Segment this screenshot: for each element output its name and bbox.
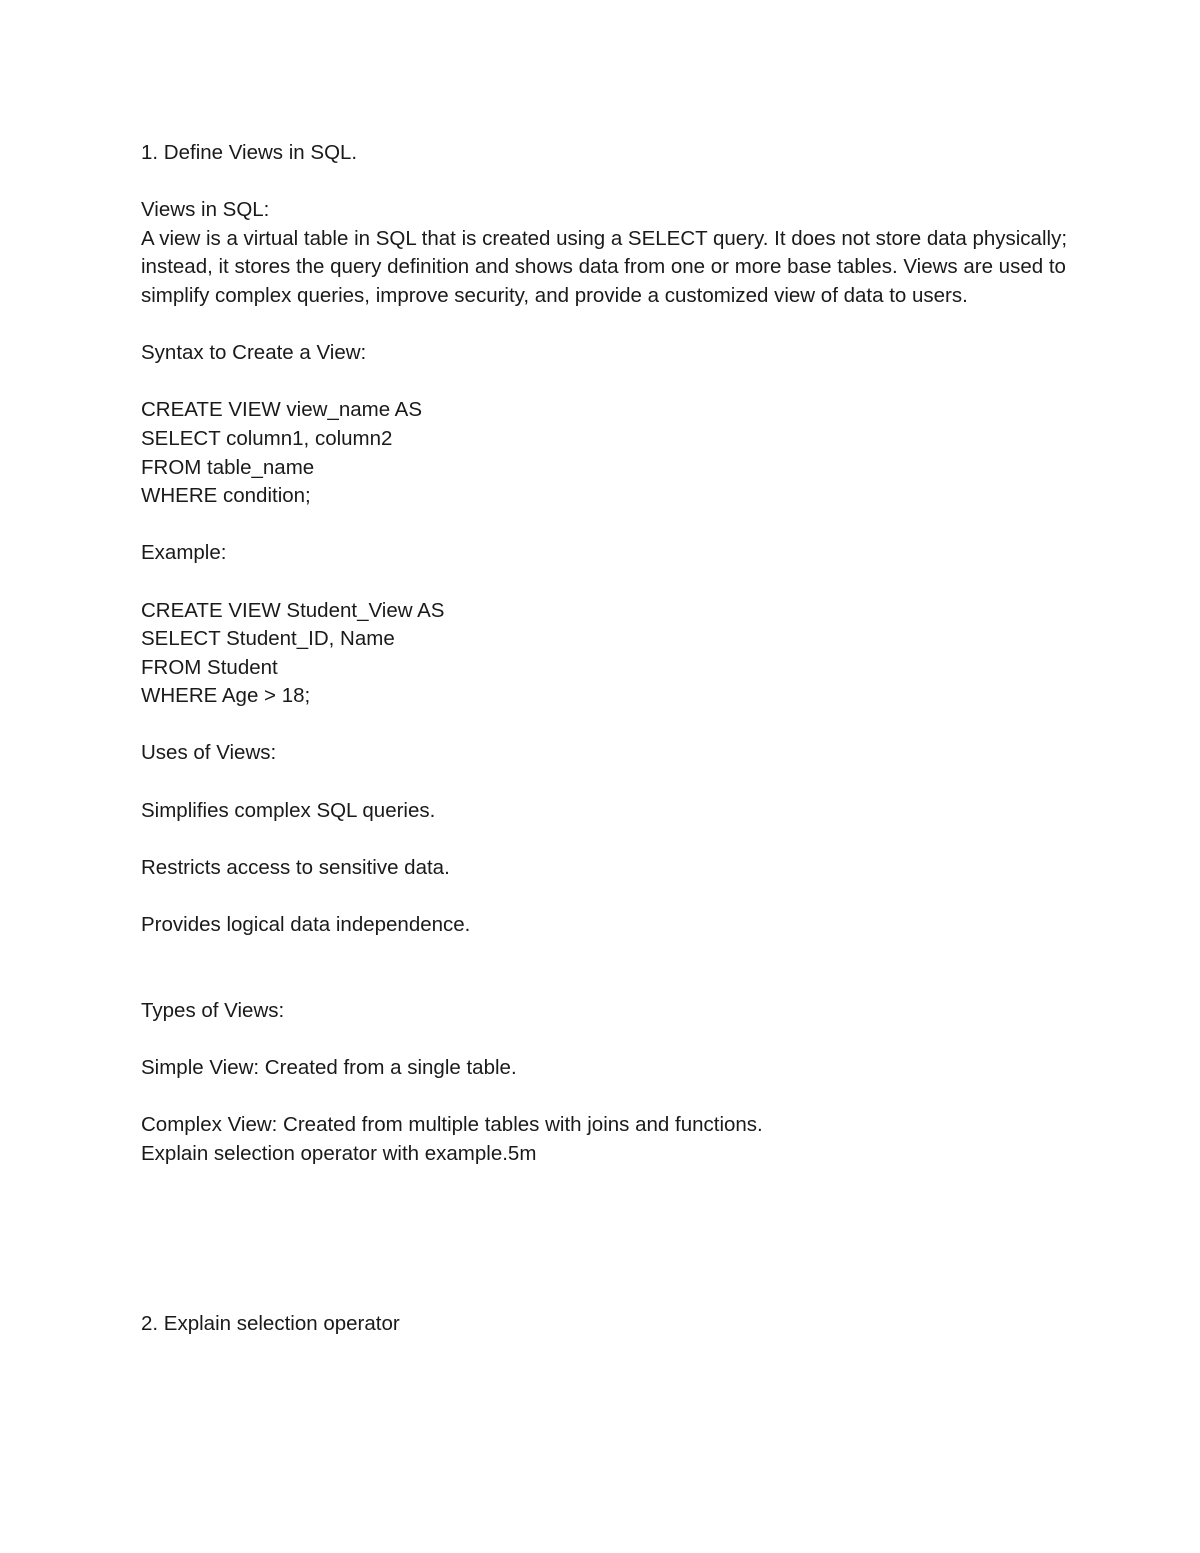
spacer	[141, 568, 1081, 597]
use-item: Provides logical data independence.	[141, 913, 471, 937]
spacer	[141, 311, 1081, 340]
example-code-line: CREATE VIEW Student_View AS	[141, 598, 445, 622]
views-heading: Views in SQL:	[141, 198, 270, 222]
spacer	[141, 1083, 1081, 1112]
views-definition: A view is a virtual table in SQL that is created using a SELECT query. It does not store data physically; instead, it stores the query definition and shows data from one or more base tables. Views are used to simplify complex queries, improve security, and provide a customized view of data to users.	[141, 226, 1068, 307]
type-item: Complex View: Created from multiple tables with joins and functions.	[141, 1113, 763, 1137]
trailing-note: Explain selection operator with example.5m	[141, 1141, 537, 1165]
example-code-line: FROM Student	[141, 655, 278, 679]
syntax-code-line: FROM table_name	[141, 455, 315, 479]
type-item: Simple View: Created from a single table.	[141, 1056, 517, 1079]
uses-heading: Uses of Views:	[141, 741, 277, 765]
spacer	[141, 940, 1081, 997]
use-item: Simplifies complex SQL queries.	[141, 798, 436, 822]
spacer	[141, 511, 1081, 540]
spacer	[141, 768, 1081, 797]
spacer	[141, 1168, 1081, 1310]
spacer	[141, 825, 1081, 854]
spacer	[141, 711, 1081, 740]
types-heading: Types of Views:	[141, 998, 285, 1022]
use-item: Restricts access to sensitive data.	[141, 855, 450, 879]
syntax-code-line: CREATE VIEW view_name AS	[141, 398, 423, 422]
document-body	[141, 139, 1081, 1339]
spacer	[141, 368, 1081, 397]
spacer	[141, 882, 1081, 911]
spacer	[141, 1025, 1081, 1054]
syntax-heading: Syntax to Create a View:	[141, 341, 367, 365]
example-code-line: SELECT Student_ID, Name	[141, 627, 395, 651]
example-heading: Example:	[141, 541, 227, 565]
spacer	[141, 168, 1081, 197]
example-code-line: WHERE Age > 18;	[141, 684, 311, 708]
question-2-title: 2. Explain selection operator	[141, 1312, 400, 1336]
syntax-code-line: SELECT column1, column2	[141, 426, 393, 450]
syntax-code-line: WHERE condition;	[141, 484, 311, 508]
question-1-title: 1. Define Views in SQL.	[141, 141, 358, 164]
